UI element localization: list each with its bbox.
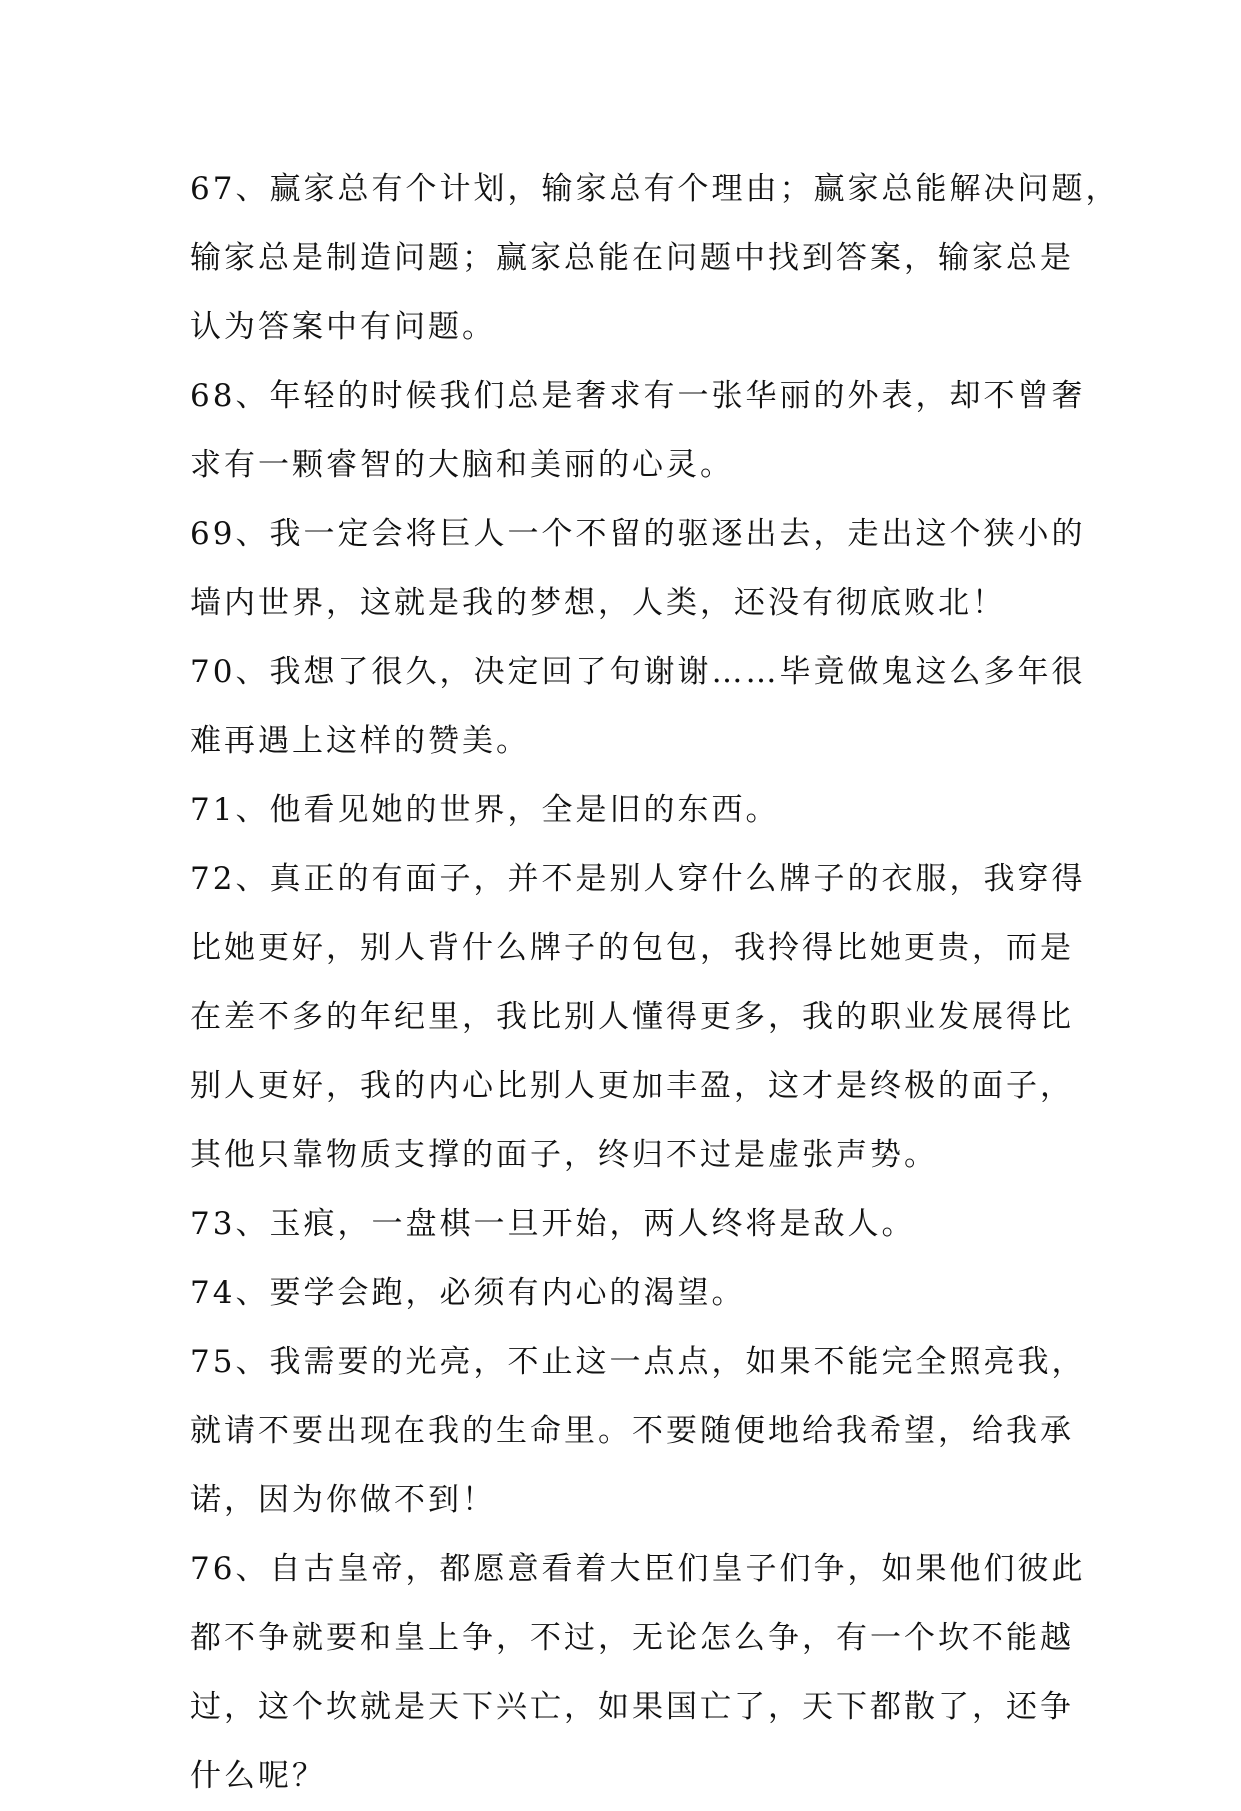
quote-entry-67 (190, 155, 1120, 362)
quote-line: 过，这个坎就是天下兴亡，如果国亡了，天下都散了，还争 (190, 1689, 1074, 1725)
quote-line: 其他只靠物质支撑的面子，终归不过是虚张声势。 (190, 1137, 938, 1173)
quote-entry-75 (190, 1328, 1086, 1535)
quote-line: 墙内世界，这就是我的梦想，人类，还没有彻底败北！ (190, 585, 1006, 621)
quote-line: 67、赢家总有个计划，输家总有个理由；赢家总能解决问题， (190, 171, 1120, 207)
quote-line: 70、我想了很久，决定回了句谢谢……毕竟做鬼这么多年很 (190, 654, 1086, 690)
quote-line: 68、年轻的时候我们总是奢求有一张华丽的外表，却不曾奢 (190, 378, 1086, 414)
quote-entry-70 (190, 638, 1086, 776)
quote-line: 难再遇上这样的赞美。 (190, 723, 530, 759)
quote-line: 输家总是制造问题；赢家总能在问题中找到答案，输家总是 (190, 240, 1074, 276)
quote-line: 比她更好，别人背什么牌子的包包，我拎得比她更贵，而是 (190, 930, 1074, 966)
quote-line: 别人更好，我的内心比别人更加丰盈，这才是终极的面子， (190, 1068, 1074, 1104)
quote-entry-73 (190, 1190, 1070, 1259)
quote-line: 诺，因为你做不到！ (190, 1482, 496, 1518)
quote-line: 在差不多的年纪里，我比别人懂得更多，我的职业发展得比 (190, 999, 1074, 1035)
quote-line: 75、我需要的光亮，不止这一点点，如果不能完全照亮我， (190, 1344, 1086, 1380)
quote-line: 认为答案中有问题。 (190, 309, 496, 345)
quote-line: 74、要学会跑，必须有内心的渴望。 (190, 1275, 746, 1311)
quote-entry-76 (190, 1535, 1086, 1811)
quote-entry-72 (190, 845, 1086, 1190)
quote-line: 求有一颗睿智的大脑和美丽的心灵。 (190, 447, 734, 483)
quote-line: 什么呢？ (190, 1758, 326, 1794)
quote-entry-71 (190, 776, 1070, 845)
quote-line: 73、玉痕，一盘棋一旦开始，两人终将是敌人。 (190, 1206, 916, 1242)
quote-entry-68 (190, 362, 1086, 500)
quote-line: 71、他看见她的世界，全是旧的东西。 (190, 792, 780, 828)
quote-entry-74 (190, 1259, 1070, 1328)
quote-line: 76、自古皇帝，都愿意看着大臣们皇子们争，如果他们彼此 (190, 1551, 1086, 1587)
quote-list (190, 155, 1120, 1811)
quote-line: 72、真正的有面子，并不是别人穿什么牌子的衣服，我穿得 (190, 861, 1086, 897)
quote-entry-69 (190, 500, 1086, 638)
quote-line: 都不争就要和皇上争，不过，无论怎么争，有一个坎不能越 (190, 1620, 1074, 1656)
quote-line: 就请不要出现在我的生命里。不要随便地给我希望，给我承 (190, 1413, 1074, 1449)
quote-line: 69、我一定会将巨人一个不留的驱逐出去，走出这个狭小的 (190, 516, 1086, 552)
